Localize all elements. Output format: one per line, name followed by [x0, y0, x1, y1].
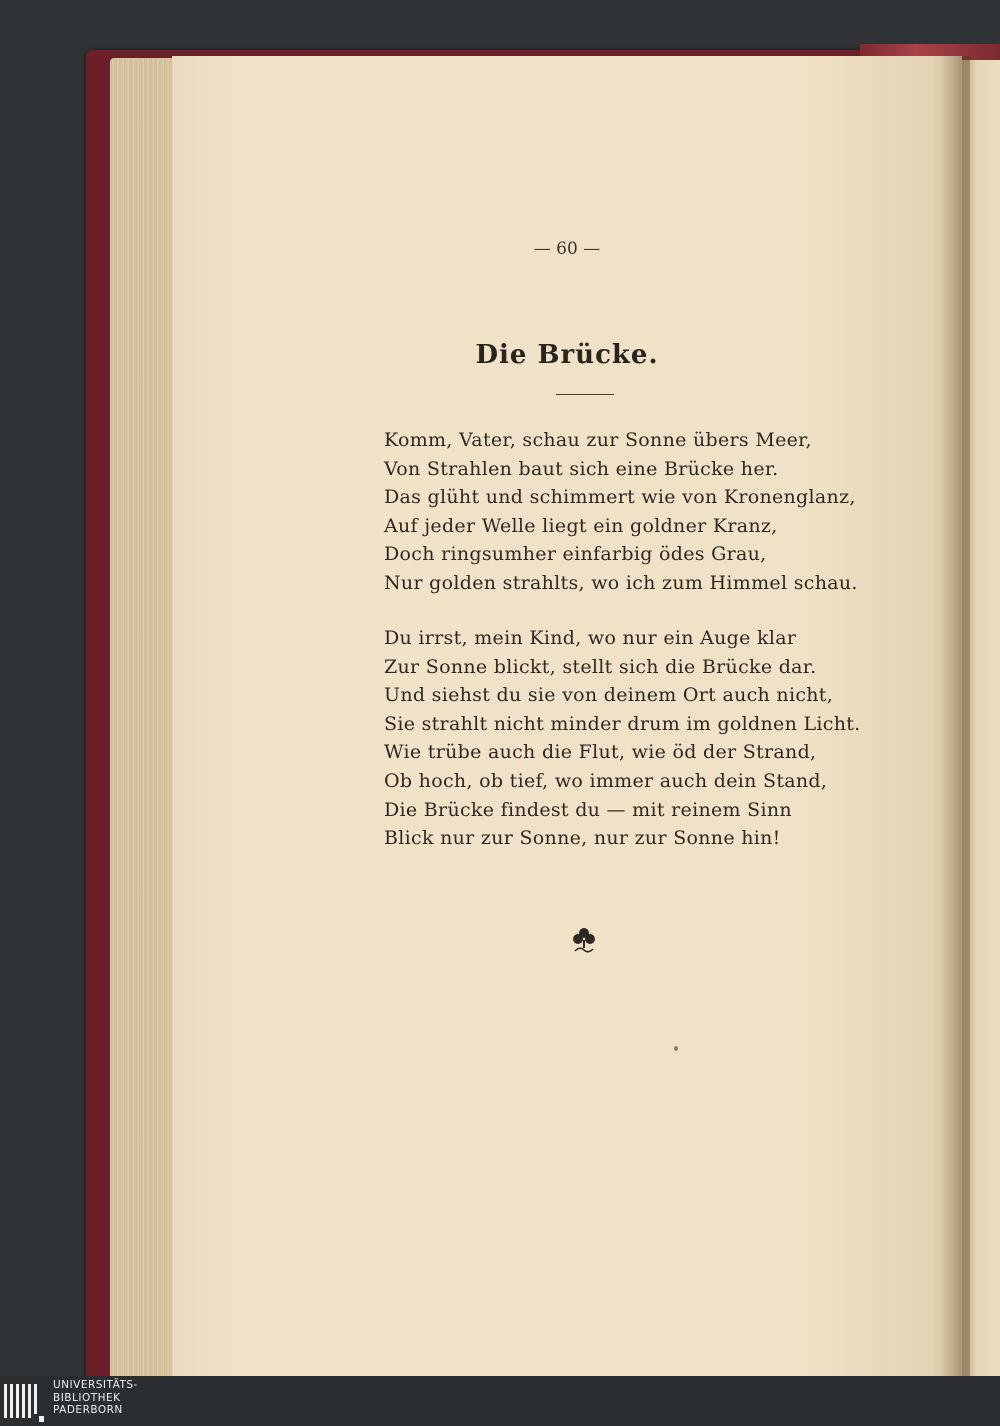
poem-line: Das glüht und schimmert wie von Kronenglanz,: [384, 486, 856, 509]
poem-line: Von Strahlen baut sich eine Brücke her.: [384, 457, 779, 480]
paper-speck: [674, 1046, 678, 1051]
clover-flourish-icon: [567, 924, 601, 958]
title-rule: [556, 394, 614, 395]
poem-line: Nur golden strahlts, wo ich zum Himmel schau.: [384, 571, 858, 594]
poem-line: Blick nur zur Sonne, nur zur Sonne hin!: [384, 827, 781, 850]
stanza-2: [384, 624, 861, 853]
library-footer: [0, 1376, 1000, 1426]
poem-title: Die Brücke.: [475, 340, 659, 370]
poem-line: Du irrst, mein Kind, wo nur ein Auge klar: [384, 627, 797, 649]
library-barcode-logo-icon: [2, 1378, 46, 1424]
poem-line: Auf jeder Welle liegt ein goldner Kranz,: [384, 514, 778, 537]
stanza-1: [384, 426, 858, 598]
library-name-line-2: BIBLIOTHEK: [53, 1391, 121, 1404]
poem-line: Und siehst du sie von deinem Ort auch nicht,: [384, 684, 834, 707]
poem-line: Zur Sonne blickt, stellt sich die Brücke dar.: [384, 655, 817, 678]
library-name: [53, 1379, 138, 1417]
library-name-line-1: UNIVERSITÄTS-: [53, 1379, 138, 1391]
poem-line: Ob hoch, ob tief, wo immer auch dein Stand,: [384, 769, 828, 792]
poem-line: Wie trübe auch die Flut, wie öd der Strand,: [384, 741, 817, 764]
library-name-line-3: PADERBORN: [53, 1404, 123, 1416]
poem-line: Doch ringsumher einfarbig ödes Grau,: [384, 543, 767, 566]
poem-line: Komm, Vater, schau zur Sonne übers Meer,: [384, 429, 812, 451]
poem-line: Sie strahlt nicht minder drum im goldnen Licht.: [384, 712, 861, 735]
poem-line: Die Brücke findest du — mit reinem Sinn: [384, 798, 792, 821]
page-content: [172, 56, 962, 1426]
page-edges: [110, 58, 180, 1426]
page-number: — 60 —: [533, 239, 601, 259]
